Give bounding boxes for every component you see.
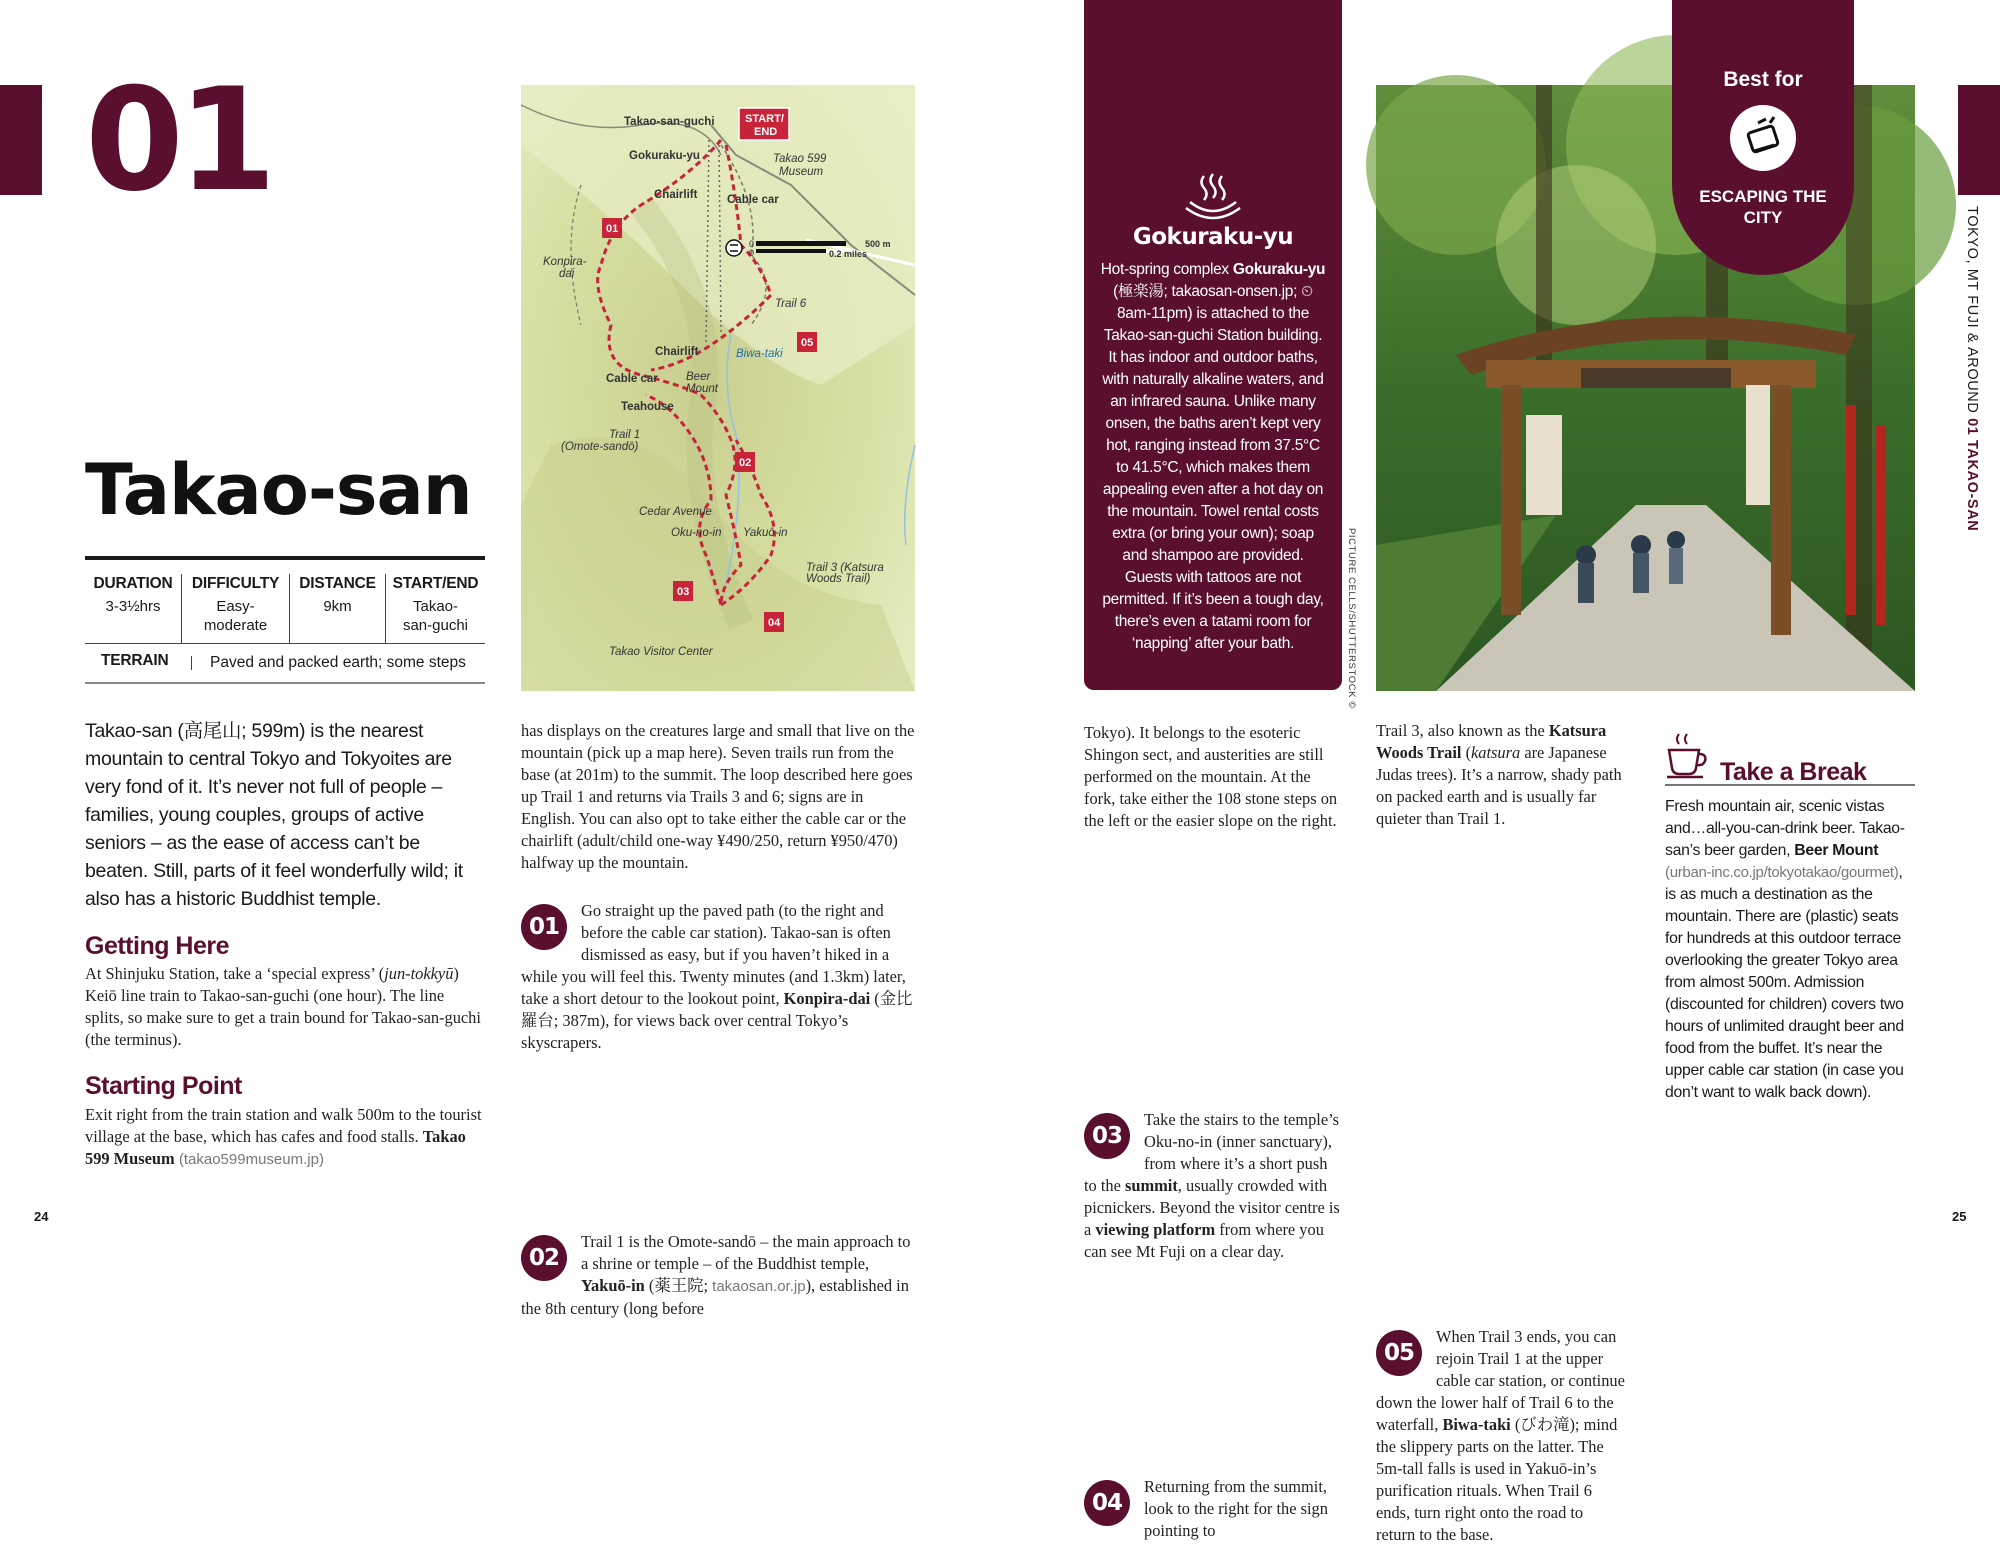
take-a-break-header <box>1665 730 1915 786</box>
stop-badge-04: 04 <box>1084 1480 1130 1526</box>
route-number: 01 <box>85 58 271 223</box>
map-pin-05 <box>797 332 817 352</box>
svg-text:0: 0 <box>749 248 755 258</box>
svg-text:05: 05 <box>801 337 814 349</box>
col3-paragraph: Tokyo). It belongs to the esoteric Shingon sect, and austerities are still performed on the mountain. At the fork, take either the 108 stone steps on the left or the easier slope on the right. <box>1084 723 1338 830</box>
svg-text:(Omote-sandō): (Omote-sandō) <box>561 441 639 453</box>
svg-text:01: 01 <box>606 223 619 235</box>
svg-text:02: 02 <box>739 457 752 469</box>
map-label-konpira: Konpira- <box>543 256 587 268</box>
svg-text:START/: START/ <box>745 113 784 125</box>
page-title: Takao-san <box>85 449 472 531</box>
map-label-trail1: Trail 1 <box>609 429 641 441</box>
map-label-biwa-taki: Biwa-taki <box>736 348 783 360</box>
stop-04: 04 Returning from the summit, look to the right for the sign pointing to <box>1084 1476 1342 1542</box>
map-label-cedar-avenue: Cedar Avenue <box>639 506 712 518</box>
take-a-break-text: Fresh mountain air, scenic vistas and…all-you-can-drink beer. Takao-san’s beer garden, Beer Mount (urban-inc.co.jp/tokyotakao/gourmet), is as much a destination as the mountain. There are (plastic) seats for hundreds at this outdoor terrace overlooking the greater Tokyo area from almost 500m. Admission (discounted for children) covers two hours of unlimited draught beer and food from the buffet. It’s near the upper cable car station (in case you don’t want to walk back down). <box>1665 798 1905 1101</box>
col4-paragraph: Trail 3, also known as the Katsura Woods Trail (katsura are Japanese Judas trees). It’s a narrow, shady path on packed earth and is usually far quieter than Trail 1. <box>1376 721 1622 828</box>
svg-text:Museum: Museum <box>779 166 824 178</box>
getting-here-heading: Getting Here <box>85 932 230 960</box>
map-pin-03 <box>673 581 693 601</box>
svg-text:0: 0 <box>749 239 755 249</box>
map-label-trail3: Trail 3 (Katsura <box>806 562 884 574</box>
svg-text:Mount: Mount <box>686 383 718 395</box>
onsen-panel <box>1084 0 1342 690</box>
starting-point-text: Exit right from the train station and walk 500m to the tourist village at the base, which has cafes and food stalls. Takao 599 Museum (takao599museum.jp) <box>85 1105 482 1168</box>
map-label-trail6: Trail 6 <box>775 298 807 310</box>
map-label-cable-car-top: Cable car <box>727 194 779 206</box>
take-a-break-title: Take a Break <box>1720 758 1867 786</box>
stats-box <box>85 556 485 684</box>
onsen-text: Hot-spring complex Gokuraku-yu (極楽湯; takaosan-onsen.jp; ⏲8am-11pm) is attached to the Takao-san-guchi Station building. It has indoor and outdoor baths, with naturally alkaline waters, and an infrared sauna. Unlike many onsen, the baths aren’t kept very hot, ranging instead from 37.5°C to 41.5°C, which makes them appealing even after a hot day on the mountain. Towel rental costs extra (or bring your own); soap and shampoo are provided. Guests with tattoos are not permitted. If it’s been a tough day, there’s even a tatami room for ‘napping’ after your bath. <box>1100 261 1326 652</box>
map-start-end-marker <box>739 108 789 140</box>
map-label-chairlift-top: Chairlift <box>654 189 698 201</box>
col2-paragraph: has displays on the creatures large and small that live on the mountain (pick up a map here). Seven trails run from the base (at 201m) to the summit. The loop described here goes up Trail 1 and returns via Trails 3 and 6; signs are in English. You can also opt to take either the cable car or the chairlift (adult/child one-way ¥490/250, return ¥950/470) halfway up the mountain. <box>521 721 915 872</box>
best-for-value: ESCAPING THE CITY <box>1699 187 1827 227</box>
stop-05: 05 When Trail 3 ends, you can rejoin Trail 1 at the upper cable car station, or continue down the lower half of Trail 6 to the waterfall, Biwa-taki (びわ滝); mind the slippery parts on the latter. The 5m-tall falls is used in Yakuō-in’s purification rituals. When Trail 6 ends, turn right onto the road to return to the base. <box>1376 1327 1625 1544</box>
photo-credit: PICTURE CELLS/SHUTTERSTOCK © <box>1346 528 1357 709</box>
stop-badge-05: 05 <box>1376 1330 1422 1376</box>
map-label-takao599: Takao 599 <box>773 153 827 165</box>
map-label-oku-no-in: Oku-no-in <box>671 527 722 539</box>
svg-text:Woods Trail): Woods Trail) <box>806 573 871 585</box>
best-for-badge <box>1672 0 1854 275</box>
intro-paragraph: Takao-san (高尾山; 599m) is the nearest mountain to central Tokyo and Tokyoites are very fond of it. It’s never not full of people – families, young couples, groups of active seniors – as the ease of access can’t be beaten. Still, parts of it feel wonderfully wild; it also has a historic Buddhist temple. <box>85 720 463 910</box>
map-pin-01 <box>602 218 622 238</box>
map-label-gokuraku-yu: Gokuraku-yu <box>629 150 700 162</box>
page-number-right: 25 <box>1952 1209 1967 1224</box>
stop-01: 01 Go straight up the paved path (to the right and before the cable car station). Takao-san is often dismissed as easy, but if you haven’t hiked in a while you will feel this. Twenty minutes (and 1.3km) later, take a short detour to the lookout point, Konpira-dai (金比羅台; 387m), for views back over central Tokyo’s skyscrapers. <box>521 901 913 1052</box>
getting-here-text: At Shinjuku Station, take a ‘special express’ (jun-tokkyū) Keiō line train to Takao-san-guchi (one hour). The line splits, so make sure to get a train bound for Takao-san-guchi (the terminus). <box>85 964 481 1049</box>
map-label-cable-car: Cable car <box>606 373 658 385</box>
coffee-cup-icon <box>1667 732 1707 778</box>
map-label-beer-mount: Beer <box>686 371 711 383</box>
svg-text:0.2 miles: 0.2 miles <box>829 249 868 259</box>
map-label-yakuo-in: Yakuō-in <box>743 527 788 539</box>
svg-text:dai: dai <box>559 268 575 280</box>
svg-text:04: 04 <box>768 617 781 629</box>
stop-03: 03 Take the stairs to the temple’s Oku-no-in (inner sanctuary), from where it’s a short push to the summit, usually crowded with picnickers. Beyond the visitor centre is a viewing platform from where you can see Mt Fuji on a clear day. <box>1084 1110 1340 1261</box>
stop-badge-01: 01 <box>521 904 567 950</box>
trail-map <box>521 85 915 691</box>
page-number-left: 24 <box>34 1209 49 1224</box>
start-end-stat: START/END Takao- san-guchi <box>385 574 485 643</box>
stop-badge-03: 03 <box>1084 1113 1130 1159</box>
map-pin-02 <box>735 452 755 472</box>
onsen-title: Gokuraku-yu <box>1132 224 1294 250</box>
map-pin-04 <box>764 612 784 632</box>
svg-text:500 m: 500 m <box>865 239 891 249</box>
best-for-label: Best for <box>1723 68 1803 91</box>
map-label-teahouse: Teahouse <box>621 401 674 413</box>
difficulty-stat: DIFFICULTY Easy- moderate <box>181 574 289 643</box>
onsen-icon <box>1184 172 1242 220</box>
map-label-visitor-center: Takao Visitor Center <box>609 646 713 658</box>
stop-badge-02: 02 <box>521 1235 567 1281</box>
duration-stat: DURATION 3-3½hrs <box>93 575 173 615</box>
map-label-chairlift: Chairlift <box>655 346 699 358</box>
distance-stat: DISTANCE 9km <box>289 574 385 643</box>
terrain-row: TERRAIN Paved and packed earth; some steps <box>85 644 485 684</box>
starting-point-heading: Starting Point <box>85 1072 242 1100</box>
stop-02: 02 Trail 1 is the Omote-sandō – the main approach to a shrine or temple – of the Buddhist temple, Yakuō-in (薬王院; takaosan.or.jp), established in the 8th century (long before <box>521 1232 911 1318</box>
section-tab-left <box>0 85 42 195</box>
map-label-takao-san-guchi: Takao-san-guchi <box>624 116 715 128</box>
running-head: TOKYO, MT FUJI & AROUND 01 TAKAO-SAN <box>1964 206 1980 532</box>
escape-city-icon <box>1730 105 1796 171</box>
section-tab-right <box>1958 85 2000 195</box>
svg-text:END: END <box>754 126 778 138</box>
svg-text:03: 03 <box>677 586 690 598</box>
clock-icon: ⏲ <box>1301 283 1313 300</box>
